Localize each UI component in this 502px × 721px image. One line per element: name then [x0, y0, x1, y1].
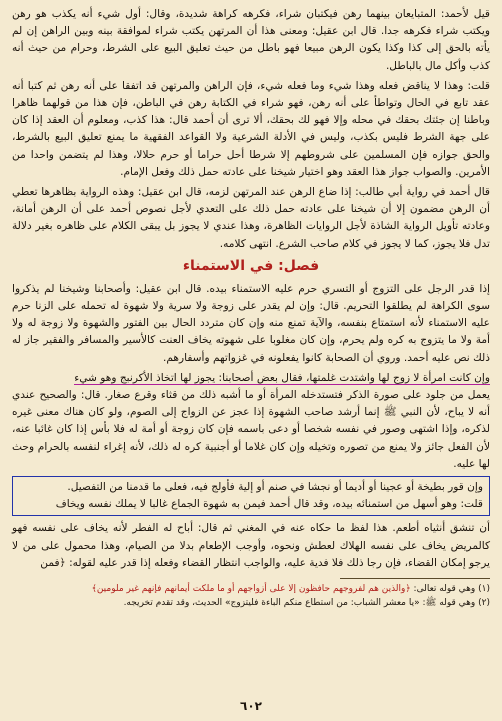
footnote-intro: وهي قوله تعالى: [413, 584, 476, 595]
footnote-2 [12, 596, 490, 610]
boxed-line-2: قلت: وهو أسهل من استمنائه بيده، وقد قال أحمد فيمن به شهوة الجماع غالبا لا يملك نفسه ويخاف [55, 498, 483, 511]
boxed-passage [12, 476, 490, 516]
footnote-number: (١) [478, 584, 490, 595]
boxed-line-1: وإن قور بطيخة أو عجينا أو أديما أو نجشا في صنم أو إلية فأولج فيه، فعلى ما قدمنا من التفصيل. [67, 481, 483, 494]
footnote-number: (٢) [478, 598, 490, 609]
section-paragraph-1: إذا قدر الرجل على التزوج أو التسري حرم عليه الاستمناء بيده. قال ابن عقيل: وأصحابنا وشيخنا لم يذكروا سوى الكراهة لم يطلقوا التحريم. قال: وإن لم يقدر على زوجة ولا سرية ولا شهوة له تحمله على الزنا حرم عليه الاستمناء لأنه استمتاع بنفسه، والآية تمنع منه وإن كان متردد الحال بين الفتور والشهوة ولا زوجة له ولا أمة ولا ما يتزوج به كره ولم يحرم، وإن كان مغلوبا على شهوته يخاف العنت كالأسير والمسافر والفقير جاز له ذلك نص عليه أحمد. وروي أن الصحابة كانوا يفعلونه في غزواتهم وأسفارهم. [12, 282, 490, 364]
footnote-divider [340, 578, 490, 579]
paragraph-3: قال أحمد في رواية أبي طالب: إذا ضاع الرهن عند المرتهن لزمه، قال ابن عقيل: وهذه الرواية بظاهرها تعطي أن الرهن مضمون إلا أن شيخنا على عادته حمل ذلك على التعدي لأجل نصوص أحمد على أن الرهن أمانة، وعادته تأويل الرواية الشاذة لأجل الروايات الظاهرة، وهذا عندي لا يجوز بل يبقى الكلام على ظاهره بغير دلالة تدل فلا يجوز، كما لا يجوز في كلام صاحب الشرع. انتهى كلامه. [12, 186, 490, 250]
after-box-paragraph: أن تنشق أنثياه أطعم. هذا لفظ ما حكاه عنه في المغني ثم قال: أباح له الفطر لأنه يخاف على نفسه فهو كالمريض يخاف على نفسه الهلاك لعطش ونحوه، وأوجب الإطعام بدلا من الصيام، وهذا محمول على من لا يرجو إمكان القضاء، فإن رجا ذلك فلا فدية عليه، والواجب انتظار القضاء وفعله إذا قدر عليه لقوله: ﴿فمن [12, 522, 490, 569]
after-highlight-paragraph: يعمل من جلود على صورة الذكر فتستدخله المرأة أو ما أشبه ذلك من قثاء وقرع صغار. قال: والصحيح عندي أنه لا يباح، لأن النبي ﷺ إنما أرشد صاحب الشهوة إذا عجز عن الزواج إلى الصوم، ولو كان هناك معنى غيره لذكره، وإذا اشتهى وصور في نفسه شخصا أو دعى باسمه فإن كان زوجة أو أمة له فلا بأس إذا كان غائبا عنه، لأن الفعل جائز ولا يمنع من تصوره وتخيله وإن كان غلاما أو أجنبية كره له ذلك، لأنه إغراء لنفسه بالحرام وحث لها عليه. [12, 389, 490, 470]
footnote-quote: «يا معشر الشباب: من استطاع منكم الباءة فليتزوج» الحديث، وقد تقدم تخريجه. [123, 598, 420, 609]
underlined-text: وإن كانت امرأة لا زوج لها واشتدت غلمتها، فقال بعض أصحابنا: يجوز لها اتخاذ الأكرنبج وهو شيء [74, 371, 490, 384]
section-heading: فصل: في الاستمناء [182, 257, 320, 274]
paragraph-1: قيل لأحمد: المتبايعان بينهما رهن فيكتبان شراء، فكرهه كراهة شديدة، وقال: أول شيء أنه يكذب هو رهن ويكتب شراء فكرهه جدا. قال ابن عقيل: ومعنى هذا أن المرتهن يكتب شراء لموافقة بينه وبين الراهن إن لم يأته بالحق إلى كذا وكذا يكون الرهن مبيعا فهو باطل من حيث تعليق البيع على الشرط، وحرام من حيث أنه كذب وأكل مال بالباطل. [12, 8, 490, 72]
footnote-1 [12, 582, 490, 596]
paragraph-2: قلت: وهذا لا يناقض فعله وهذا شيء وما فعله شيء، فإن الراهن والمرتهن قد اتفقا على أنه رهن ثم كتبا أنه عقد تابع في الحال وتواطأ على أنه رهن، فهو شراء في الكتابة رهن في الباطن، فإن هذا من قولهما ظاهرا وباطنا إن جئتك بحقك في محله وإلا فهو لك بحقك، ألا ترى أن أحمد قال: هذا كذب، ومعلوم أن العقد إذا كان على جهة الشرط فليس بكذب، وليس في الأدلة الشرعية ولا القواعد الفقهية ما يمنع تعليق البيع بالشرط، والحق جوازه فإن المسلمين على شروطهم إلا شرطا أحل حراما أو حرم حلالا، وهذا لم يتضمن واحدا من الأمرين. والصواب جواز هذا العقد وهو اختيار شيخنا على عادته حمل ذلك وفعل الإمام. [12, 79, 490, 178]
highlighted-line-paragraph [12, 370, 490, 387]
footnote-quote: ﴿والذين هم لفروجهم حافظون إلا على أزواجهم أو ما ملكت أيمانهم فإنهم غير ملومين﴾ [91, 584, 411, 595]
footnote-intro: وهي قوله ﷺ: [422, 598, 476, 609]
page-number: ٦٠٢ [240, 699, 262, 713]
